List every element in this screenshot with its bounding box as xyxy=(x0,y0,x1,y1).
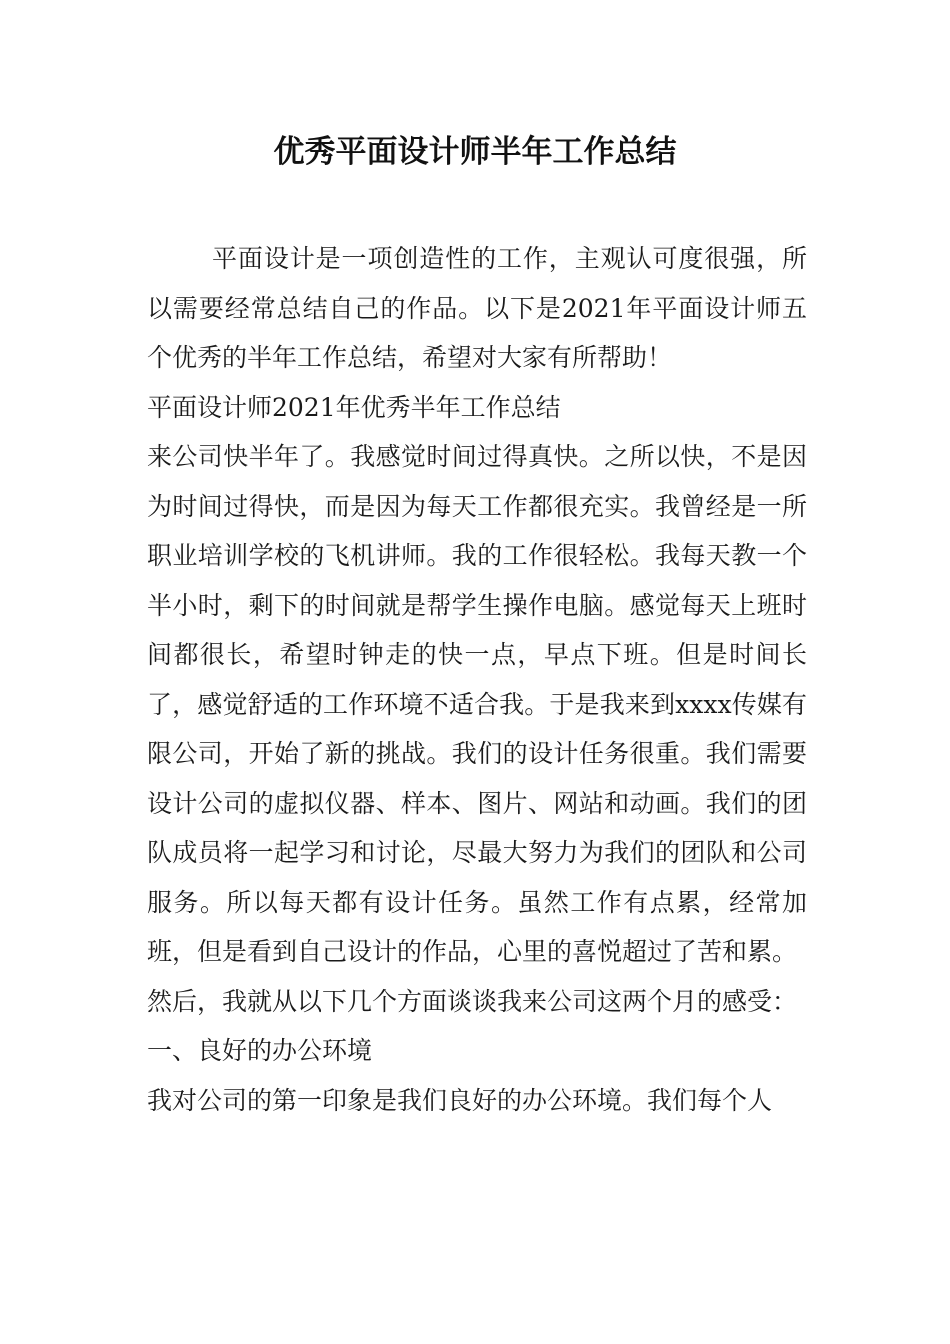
subsection-heading: 一、良好的办公环境 xyxy=(147,1036,373,1065)
intro-paragraph: 平面设计是一项创造性的工作，主观认可度很强，所以需要经常总结自己的作品。以下是2021年平面设计师五个优秀的半年工作总结，希望对大家有所帮助！ xyxy=(147,244,807,372)
section-heading: 平面设计师2021年优秀半年工作总结 xyxy=(147,392,561,422)
body-paragraph: 来公司快半年了。我感觉时间过得真快。之所以快，不是因为时间过得快，而是因为每天工作都很充实。我曾经是一所职业培训学校的飞机讲师。我的工作很轻松。我每天教一个半小时，剩下的时间就是帮学生操作电脑。感觉每天上班时间都很长，希望时钟走的快一点，早点下班。但是时间长了，感觉舒适的工作环境不适合我。于是我来到xxxx传媒有限公司，开始了新的挑战。我们的设计任务很重。我们需要设计公司的虚拟仪器、样本、图片、网站和动画。我们的团队成员将一起学习和讨论，尽最大努力为我们的团队和公司服务。所以每天都有设计任务。虽然工作有点累，经常加班，但是看到自己设计的作品，心里的喜悦超过了苦和累。 xyxy=(147,442,807,966)
document-body xyxy=(147,234,807,1125)
document-title: 优秀平面设计师半年工作总结 xyxy=(273,134,677,170)
body-paragraph: 然后，我就从以下几个方面谈谈我来公司这两个月的感受： xyxy=(147,986,798,1016)
body-paragraph: 我对公司的第一印象是我们良好的办公环境。我们每个人 xyxy=(147,1085,773,1115)
